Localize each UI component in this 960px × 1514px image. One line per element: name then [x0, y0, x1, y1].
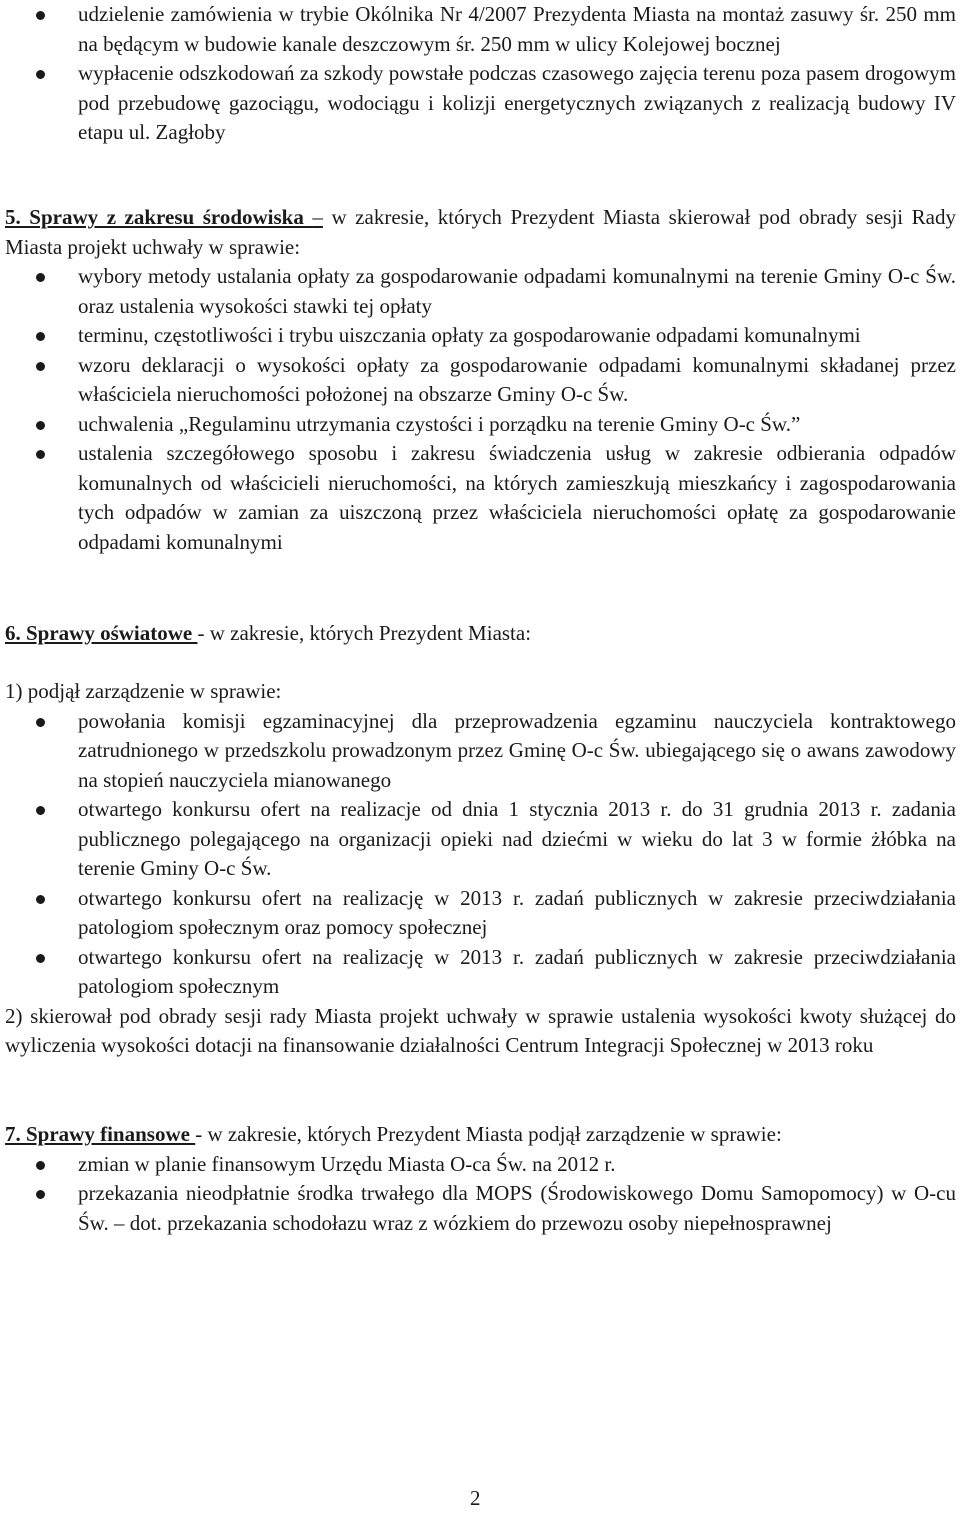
section-6-sub1 [5, 677, 956, 1061]
list-item: zmian w planie finansowym Urzędu Miasta O-ca Św. na 2012 r. [5, 1150, 956, 1180]
bullet-icon [36, 954, 45, 963]
section-6-sub1-label: 1) podjął zarządzenie w sprawie: [5, 679, 282, 703]
list-item: przekazania nieodpłatnie środka trwałego dla MOPS (Środowiskowego Domu Samopomocy) w O-cu Św. – dot. przekazania schodołazu wraz z wózkiem do przewozu osoby niepełnosprawnej [5, 1179, 956, 1238]
list-item: wypłacenie odszkodowań za szkody powstałe podczas czasowego zajęcia terenu poza pasem drogowym pod przebudowę gazociągu, wodociągu i kolizji energetycznych związanych z realizacją budowy IV etapu ul. Zagłoby [5, 59, 956, 148]
section-6 [5, 619, 956, 649]
section-6-list [5, 707, 956, 1002]
bullet-icon [36, 421, 45, 430]
section-5-heading: 5. Sprawy z zakresu środowiska [5, 205, 313, 229]
section-5-intro: 5. Sprawy z zakresu środowiska – w zakresie, których Prezydent Miasta skierował pod obrady sesji Rady Miasta projekt uchwały w sprawie: [5, 205, 956, 259]
section-7-intro: 7. Sprawy finansowe - w zakresie, których Prezydent Miasta podjął zarządzenie w sprawie: [5, 1122, 782, 1146]
top-bullet-list-block [5, 0, 956, 148]
list-item: otwartego konkursu ofert na realizację w 2013 r. zadań publicznych w zakresie przeciwdziałania patologiom społecznym [5, 943, 956, 1002]
bullet-icon [36, 450, 45, 459]
list-item: ustalenia szczegółowego sposobu i zakresu świadczenia usług w zakresie odbierania odpadów komunalnych od właścicieli nieruchomości, na których zamieszkują mieszkańcy i zagospodarowania tych odpadów w zamian za uiszczoną przez właściciela nieruchomości opłatę za gospodarowanie odpadami komunalnymi [5, 439, 956, 557]
bullet-icon [36, 70, 45, 79]
bullet-icon [36, 806, 45, 815]
list-item: udzielenie zamówienia w trybie Okólnika Nr 4/2007 Prezydenta Miasta na montaż zasuwy śr. 250 mm na będącym w budowie kanale deszczowym śr. 250 mm w ulicy Kolejowej bocznej [5, 0, 956, 59]
section-7-heading: 7. Sprawy finansowe [5, 1122, 196, 1146]
bullet-icon [36, 332, 45, 341]
bullet-icon [36, 273, 45, 282]
section-7 [5, 1120, 956, 1238]
bullet-icon [36, 362, 45, 371]
list-item: uchwalenia „Regulaminu utrzymania czystości i porządku na terenie Gminy O-c Św.” [5, 410, 956, 440]
list-item: wzoru deklaracji o wysokości opłaty za gospodarowanie odpadami komunalnymi składanej przez właściciela nieruchomości położonej na obszarze Gminy O-c Św. [5, 351, 956, 410]
top-bullet-list [5, 0, 956, 148]
list-item: wybory metody ustalania opłaty za gospodarowanie odpadami komunalnymi na terenie Gminy O-c Św. oraz ustalenia wysokości stawki tej opłaty [5, 262, 956, 321]
bullet-icon [36, 718, 45, 727]
bullet-icon [36, 895, 45, 904]
list-item: otwartego konkursu ofert na realizację w 2013 r. zadań publicznych w zakresie przeciwdziałania patologiom społecznym oraz pomocy społecznej [5, 884, 956, 943]
section-6-heading: 6. Sprawy oświatowe [5, 621, 198, 645]
list-item: otwartego konkursu ofert na realizacje od dnia 1 stycznia 2013 r. do 31 grudnia 2013 r. zadania publicznego polegającego na organizacji opieki nad dziećmi w wieku do lat 3 w formie żłóbka na terenie Gminy O-c Św. [5, 795, 956, 884]
section-6-sub2: 2) skierował pod obrady sesji rady Miasta projekt uchwały w sprawie ustalenia wysokości kwoty służącej do wyliczenia wysokości dotacji na finansowanie działalności Centrum Integracji Społecznej w 2013 roku [5, 1003, 956, 1057]
bullet-icon [36, 1190, 45, 1199]
bullet-icon [36, 1161, 45, 1170]
section-6-intro: 6. Sprawy oświatowe - w zakresie, których Prezydent Miasta: [5, 621, 532, 645]
list-item: terminu, częstotliwości i trybu uiszczania opłaty za gospodarowanie odpadami komunalnymi [5, 321, 956, 351]
page-number: 2 [470, 1486, 481, 1510]
list-item: powołania komisji egzaminacyjnej dla przeprowadzenia egzaminu nauczyciela kontraktowego zatrudnionego w przedszkolu prowadzonym przez Gminę O-c Św. ubiegającego się o awans zawodowy na stopień nauczyciela mianowanego [5, 707, 956, 796]
section-5-list [5, 262, 956, 557]
section-7-list [5, 1150, 956, 1239]
section-5 [5, 203, 956, 557]
bullet-icon [36, 11, 45, 20]
section-5-heading-dash: – [312, 205, 323, 229]
